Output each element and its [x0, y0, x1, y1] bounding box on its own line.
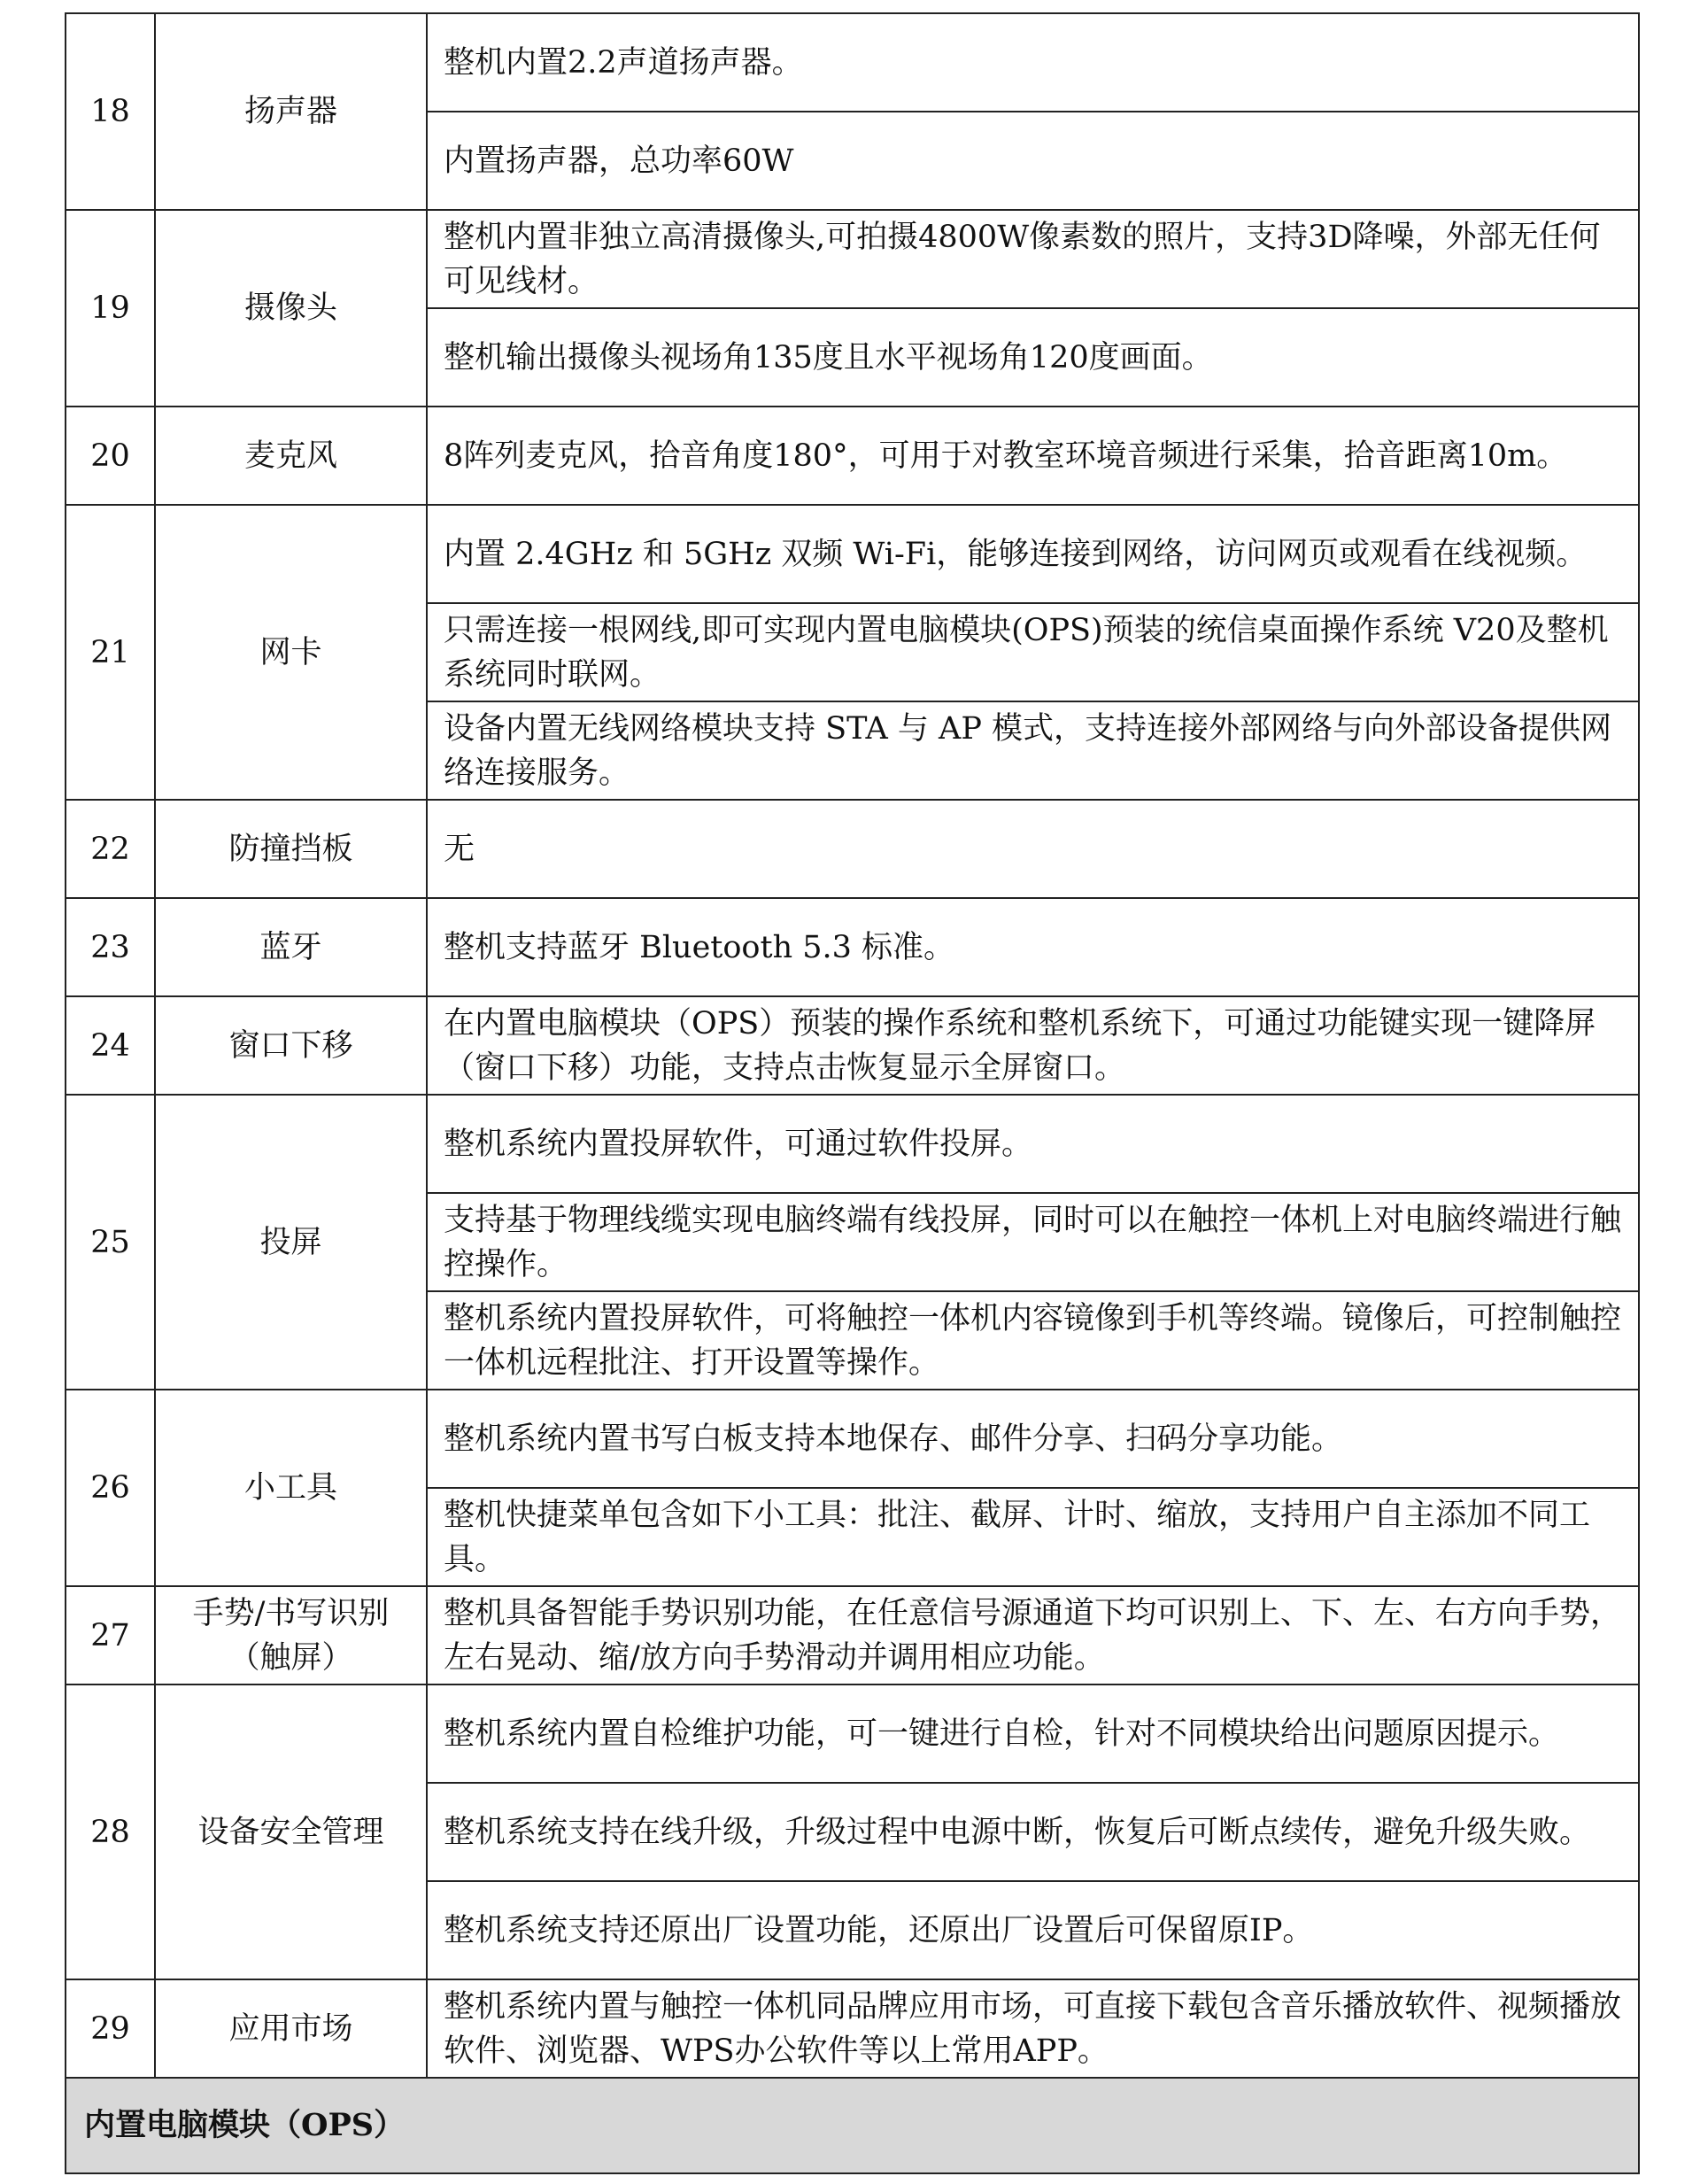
item-description: 整机内置2.2声道扬声器。: [427, 13, 1639, 112]
item-name: 小工具: [155, 1390, 427, 1586]
item-name: 麦克风: [155, 407, 427, 505]
item-description: 整机系统内置与触控一体机同品牌应用市场，可直接下载包含音乐播放软件、视频播放软件、浏览器、WPS办公软件等以上常用APP。: [427, 1979, 1639, 2078]
item-description: 整机系统内置自检维护功能，可一键进行自检，针对不同模块给出问题原因提示。: [427, 1684, 1639, 1783]
table-row: [66, 407, 1639, 505]
item-description: 只需连接一根网线,即可实现内置电脑模块(OPS)预装的统信桌面操作系统 V20及整机系统同时联网。: [427, 603, 1639, 701]
item-number: 22: [66, 800, 155, 898]
item-name: 设备安全管理: [155, 1684, 427, 1979]
item-name: 防撞挡板: [155, 800, 427, 898]
item-name: 窗口下移: [155, 996, 427, 1095]
item-name: 应用市场: [155, 1979, 427, 2078]
item-number: 28: [66, 1684, 155, 1979]
item-number: 29: [66, 1979, 155, 2078]
table-row: [66, 505, 1639, 603]
table-row: [66, 13, 1639, 112]
item-name: 手势/书写识别（触屏）: [155, 1586, 427, 1684]
table-row: [66, 1586, 1639, 1684]
item-description: 整机系统支持还原出厂设置功能，还原出厂设置后可保留原IP。: [427, 1881, 1639, 1979]
item-number: 23: [66, 898, 155, 996]
item-description: 整机系统支持在线升级，升级过程中电源中断，恢复后可断点续传，避免升级失败。: [427, 1783, 1639, 1881]
table-row: [66, 800, 1639, 898]
spec-table: [65, 12, 1640, 2174]
item-name: 蓝牙: [155, 898, 427, 996]
item-description: 无: [427, 800, 1639, 898]
item-description: 8阵列麦克风，拾音角度180°，可用于对教室环境音频进行采集，拾音距离10m。: [427, 407, 1639, 505]
table-row: [66, 1979, 1639, 2078]
item-number: 18: [66, 13, 155, 210]
item-number: 25: [66, 1095, 155, 1390]
item-number: 27: [66, 1586, 155, 1684]
table-row: [66, 1095, 1639, 1193]
item-description: 支持基于物理线缆实现电脑终端有线投屏，同时可以在触控一体机上对电脑终端进行触控操作。: [427, 1193, 1639, 1291]
item-name: 网卡: [155, 505, 427, 800]
item-name: 扬声器: [155, 13, 427, 210]
section-header-row: [66, 2078, 1639, 2173]
table-row: [66, 210, 1639, 308]
table-row: [66, 1684, 1639, 1783]
item-name: 摄像头: [155, 210, 427, 407]
table-row: [66, 1390, 1639, 1488]
item-number: 21: [66, 505, 155, 800]
item-description: 设备内置无线网络模块支持 STA 与 AP 模式，支持连接外部网络与向外部设备提供网络连接服务。: [427, 701, 1639, 800]
item-description: 整机输出摄像头视场角135度且水平视场角120度画面。: [427, 308, 1639, 407]
item-description: 内置扬声器，总功率60W: [427, 112, 1639, 210]
item-description: 整机系统内置书写白板支持本地保存、邮件分享、扫码分享功能。: [427, 1390, 1639, 1488]
item-number: 24: [66, 996, 155, 1095]
table-row: [66, 996, 1639, 1095]
item-number: 26: [66, 1390, 155, 1586]
item-name: 投屏: [155, 1095, 427, 1390]
item-description: 整机具备智能手势识别功能，在任意信号源通道下均可识别上、下、左、右方向手势，左右晃动、缩/放方向手势滑动并调用相应功能。: [427, 1586, 1639, 1684]
item-number: 20: [66, 407, 155, 505]
item-description: 在内置电脑模块（OPS）预装的操作系统和整机系统下，可通过功能键实现一键降屏（窗口下移）功能，支持点击恢复显示全屏窗口。: [427, 996, 1639, 1095]
item-description: 整机系统内置投屏软件，可将触控一体机内容镜像到手机等终端。镜像后，可控制触控一体机远程批注、打开设置等操作。: [427, 1291, 1639, 1390]
item-description: 整机支持蓝牙 Bluetooth 5.3 标准。: [427, 898, 1639, 996]
item-description: 内置 2.4GHz 和 5GHz 双频 Wi-Fi，能够连接到网络，访问网页或观看在线视频。: [427, 505, 1639, 603]
item-description: 整机快捷菜单包含如下小工具：批注、截屏、计时、缩放，支持用户自主添加不同工具。: [427, 1488, 1639, 1586]
table-row: [66, 898, 1639, 996]
section-header: 内置电脑模块（OPS）: [66, 2078, 1639, 2173]
item-number: 19: [66, 210, 155, 407]
item-description: 整机系统内置投屏软件，可通过软件投屏。: [427, 1095, 1639, 1193]
item-description: 整机内置非独立高清摄像头,可拍摄4800W像素数的照片，支持3D降噪，外部无任何可见线材。: [427, 210, 1639, 308]
